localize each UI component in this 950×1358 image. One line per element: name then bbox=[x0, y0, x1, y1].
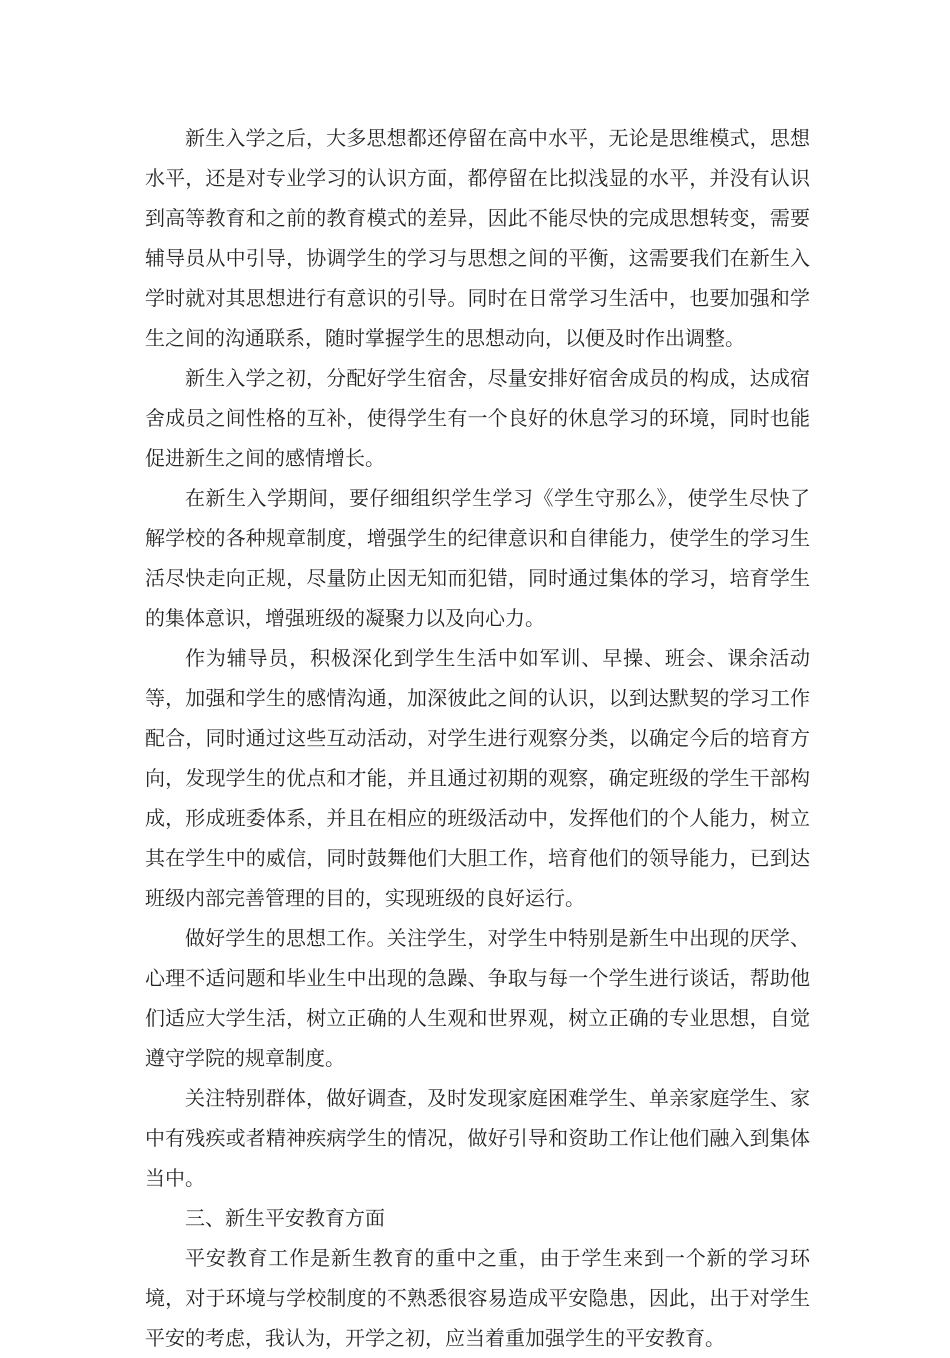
paragraph-rules-study: 在新生入学期间，要仔细组织学生学习《学生守那么》，使学生尽快了解学校的各种规章制度，增强学生的纪律意识和自律能力，使学生的学习生活尽快走向正规，尽量防止因无知而犯错，同时通过集体的学习，培育学生的集体意识，增强班级的凝聚力以及向心力。 bbox=[145, 486, 810, 630]
section-heading-safety: 三、新生平安教育方面 bbox=[185, 1206, 385, 1230]
paragraph-counselor-role: 作为辅导员，积极深化到学生生活中如军训、早操、班会、课余活动等，加强和学生的感情沟通，加深彼此之间的认识，以到达默契的学习工作配合，同时通过这些互动活动，对学生进行观察分类，以确定今后的培育方向，发现学生的优点和才能，并且通过初期的观察，确定班级的学生干部构成，形成班委体系，并且在相应的班级活动中，发挥他们的个人能力，树立其在学生中的威信，同时鼓舞他们大胆工作，培育他们的领导能力，已到达班级内部完善管理的目的，实现班级的良好运行。 bbox=[145, 646, 810, 910]
paragraph-safety-education: 平安教育工作是新生教育的重中之重，由于学生来到一个新的学习环境，对于环境与学校制度的不熟悉很容易造成平安隐患，因此，出于对学生平安的考虑，我认为，开学之初，应当着重加强学生的平安教育。 bbox=[145, 1246, 810, 1350]
paragraph-freshman-thinking: 新生入学之后，大多思想都还停留在高中水平，无论是思维模式，思想水平，还是对专业学习的认识方面，都停留在比拟浅显的水平，并没有认识到高等教育和之前的教育模式的差异，因此不能尽快的完成思想转变，需要辅导员从中引导，协调学生的学习与思想之间的平衡，这需要我们在新生入学时就对其思想进行有意识的引导。同时在日常学习生活中，也要加强和学生之间的沟通联系，随时掌握学生的思想动向，以便及时作出调整。 bbox=[145, 126, 810, 350]
paragraph-special-groups: 关注特别群体，做好调查，及时发现家庭困难学生、单亲家庭学生、家中有残疾或者精神疾病学生的情况，做好引导和资助工作让他们融入到集体当中。 bbox=[145, 1086, 810, 1190]
paragraph-dormitory: 新生入学之初，分配好学生宿舍，尽量安排好宿舍成员的构成，达成宿舍成员之间性格的互补，使得学生有一个良好的休息学习的环境，同时也能促进新生之间的感情增长。 bbox=[145, 366, 810, 470]
document-body bbox=[145, 118, 810, 1358]
paragraph-ideological-work: 做好学生的思想工作。关注学生，对学生中特别是新生中出现的厌学、心理不适问题和毕业生中出现的急躁、争取与每一个学生进行谈话，帮助他们适应大学生活，树立正确的人生观和世界观，树立正确的专业思想，自觉遵守学院的规章制度。 bbox=[145, 926, 810, 1070]
